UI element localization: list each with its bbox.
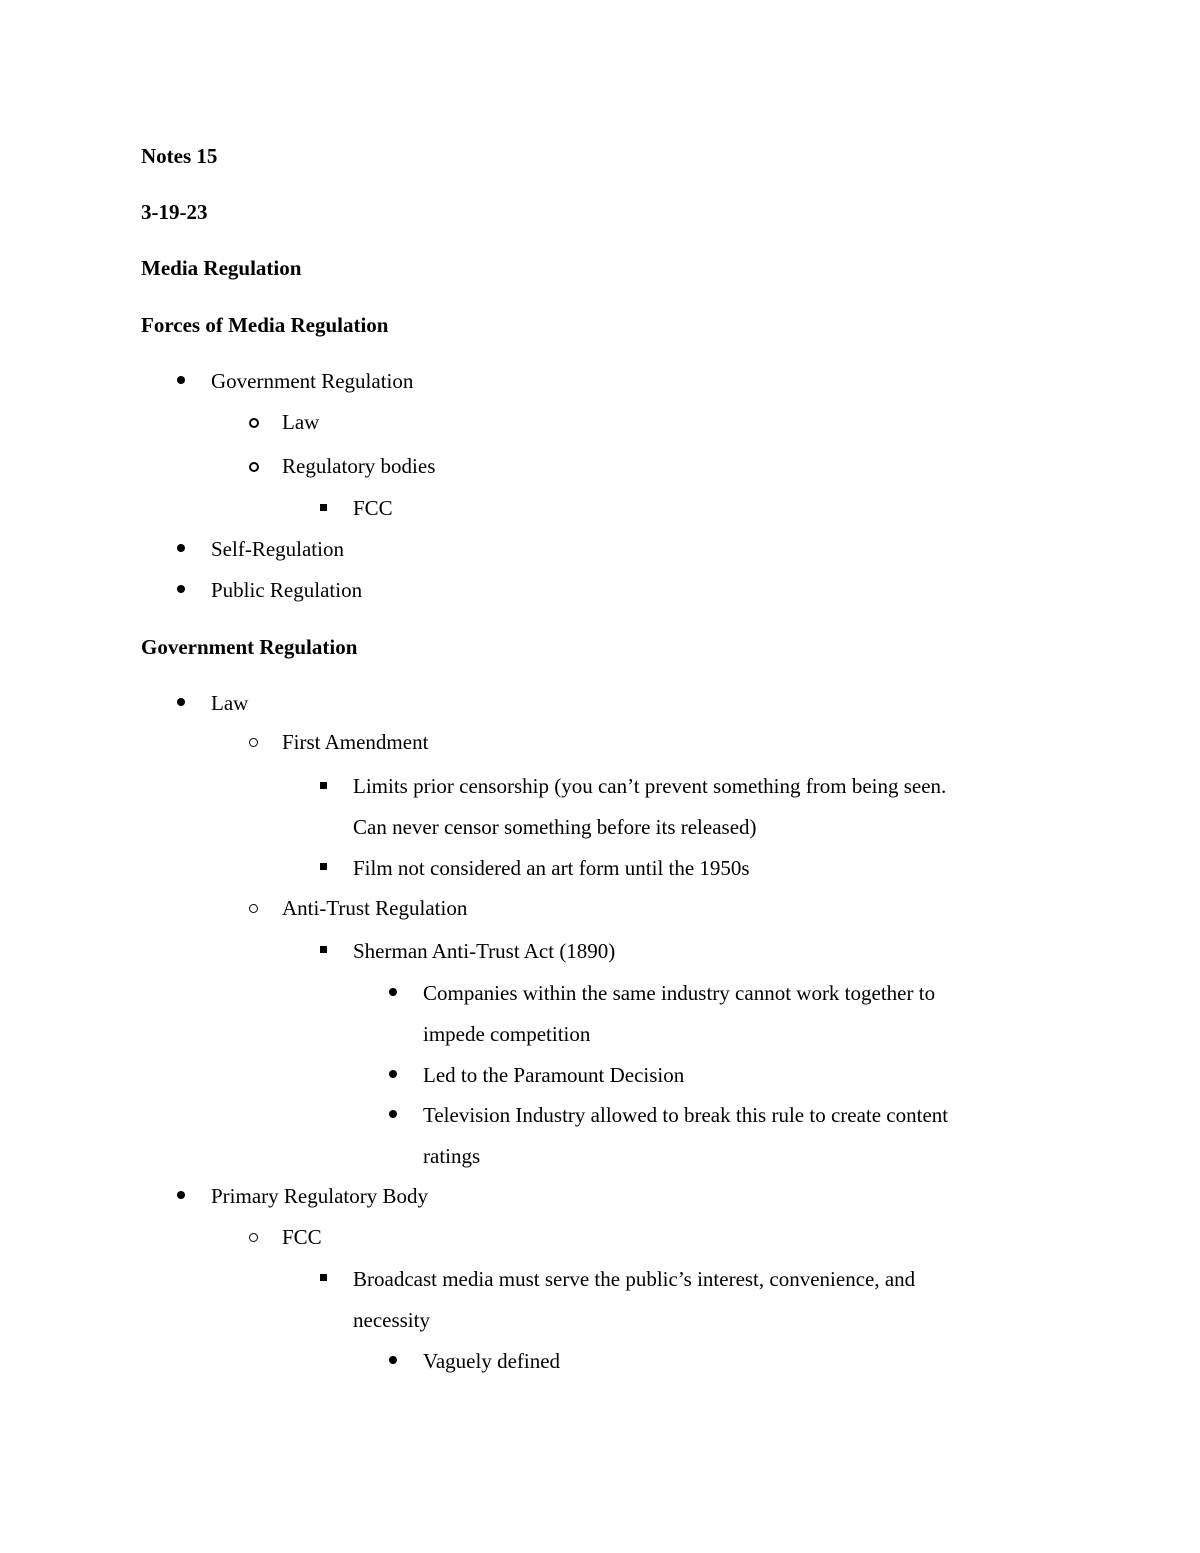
bullet-disc-icon bbox=[177, 376, 185, 384]
heading-forces-of-media-regulation: Forces of Media Regulation bbox=[141, 313, 389, 337]
list-item-fcc: FCC bbox=[353, 496, 393, 520]
bullet-square-icon bbox=[320, 782, 327, 789]
bullet-ring-icon bbox=[249, 738, 258, 747]
bullet-disc-icon bbox=[389, 1356, 397, 1364]
document-title: Notes 15 bbox=[141, 144, 218, 168]
list-item-television-industry-continued: ratings bbox=[423, 1144, 481, 1168]
list-item-law: Law bbox=[282, 410, 320, 434]
list-item-primary-regulatory-body: Primary Regulatory Body bbox=[211, 1184, 428, 1208]
bullet-ring-icon bbox=[249, 1233, 258, 1242]
bullet-disc-icon bbox=[389, 1070, 397, 1078]
list-item-regulatory-bodies: Regulatory bodies bbox=[282, 454, 436, 478]
list-item-film-art-form: Film not considered an art form until the 1950s bbox=[353, 856, 750, 880]
list-item-companies-same-industry: Companies within the same industry cannot work together to bbox=[423, 981, 936, 1005]
list-item-public-regulation: Public Regulation bbox=[211, 578, 363, 602]
heading-media-regulation: Media Regulation bbox=[141, 256, 302, 280]
list-item-television-industry: Television Industry allowed to break this rule to create content bbox=[423, 1103, 949, 1127]
list-item-broadcast-media-continued: necessity bbox=[353, 1308, 430, 1332]
bullet-ring-icon bbox=[249, 418, 259, 428]
list-item-fcc: FCC bbox=[282, 1225, 322, 1249]
bullet-ring-icon bbox=[249, 462, 259, 472]
list-item-government-regulation: Government Regulation bbox=[211, 369, 414, 393]
bullet-ring-icon bbox=[249, 904, 258, 913]
list-item-paramount-decision: Led to the Paramount Decision bbox=[423, 1063, 685, 1087]
list-item-self-regulation: Self-Regulation bbox=[211, 537, 344, 561]
bullet-disc-icon bbox=[177, 698, 185, 706]
list-item-companies-same-industry-continued: impede competition bbox=[423, 1022, 591, 1046]
bullet-square-icon bbox=[320, 504, 327, 511]
bullet-square-icon bbox=[320, 946, 327, 953]
bullet-square-icon bbox=[320, 1274, 327, 1281]
bullet-disc-icon bbox=[177, 544, 185, 552]
list-item-broadcast-media: Broadcast media must serve the public’s interest, convenience, and bbox=[353, 1267, 916, 1291]
list-item-limits-prior-censorship-continued: Can never censor something before its released) bbox=[353, 815, 757, 839]
list-item-law: Law bbox=[211, 691, 249, 715]
list-item-sherman-act: Sherman Anti-Trust Act (1890) bbox=[353, 939, 616, 963]
document-date: 3-19-23 bbox=[141, 200, 208, 224]
bullet-disc-icon bbox=[389, 988, 397, 996]
bullet-disc-icon bbox=[389, 1110, 397, 1118]
list-item-first-amendment: First Amendment bbox=[282, 730, 429, 754]
bullet-disc-icon bbox=[177, 585, 185, 593]
bullet-square-icon bbox=[320, 863, 327, 870]
list-item-limits-prior-censorship: Limits prior censorship (you can’t prevent something from being seen. bbox=[353, 774, 947, 798]
heading-government-regulation: Government Regulation bbox=[141, 635, 358, 659]
list-item-anti-trust-regulation: Anti-Trust Regulation bbox=[282, 896, 468, 920]
bullet-disc-icon bbox=[177, 1191, 185, 1199]
list-item-vaguely-defined: Vaguely defined bbox=[423, 1349, 561, 1373]
